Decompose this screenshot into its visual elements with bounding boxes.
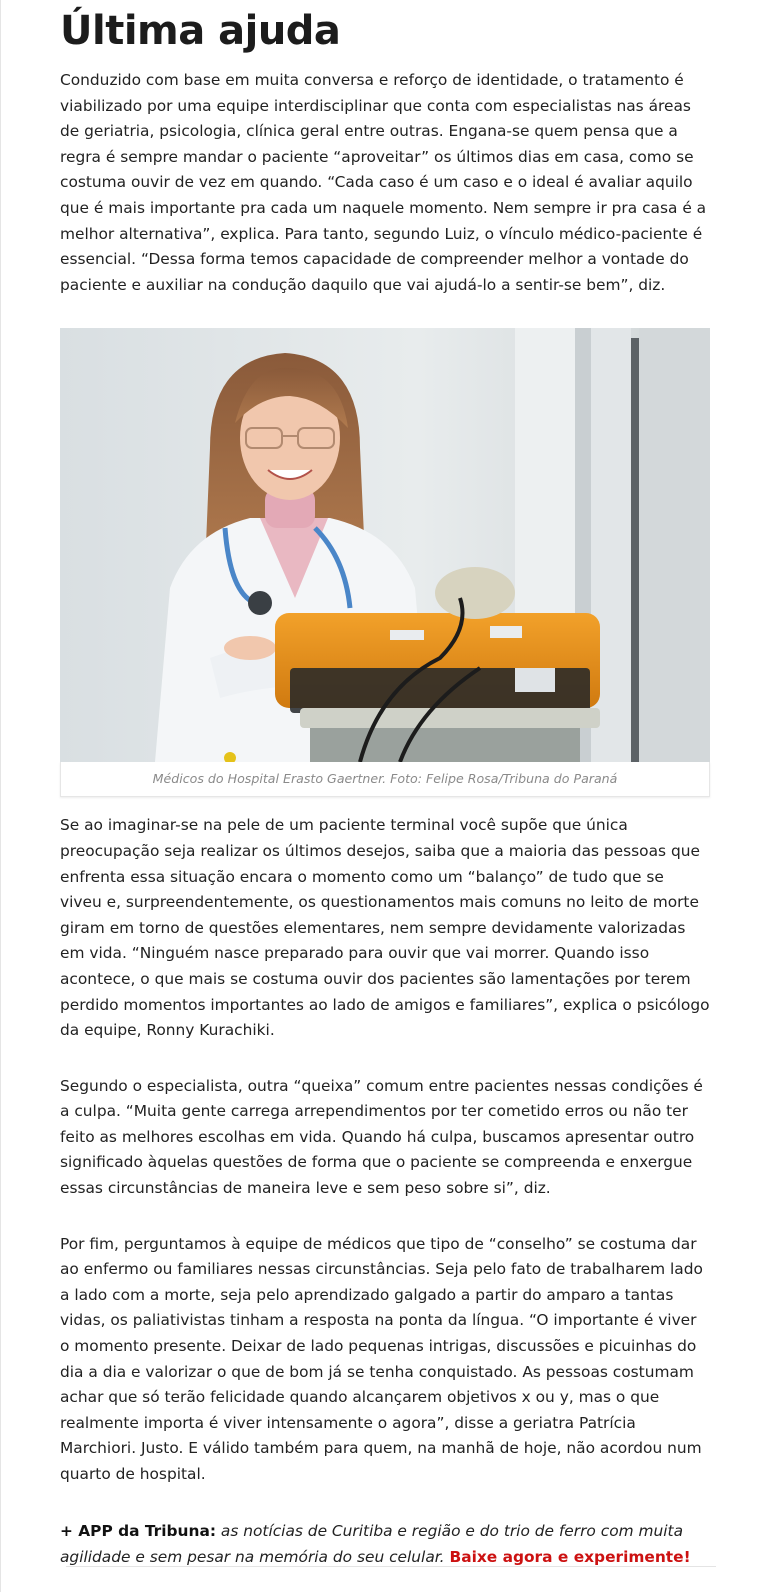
article-figure xyxy=(60,328,710,797)
app-promo xyxy=(60,1518,710,1570)
paragraph-1: Se ao imaginar-se na pele de um paciente terminal você supõe que única preocupação seja realizar os últimos desejos, saiba que a maioria das pessoas que enfrenta essa situação encara o momento como um “balanço” de tudo que se viveu e, surpreendentemente, os questionamentos mais comuns no leito de morte giram em torno de questões elementares, nem sempre devidamente valorizadas em vida. “Ninguém nasce preparado para ouvir que vai morrer. Quando isso acontece, o que mais se costuma ouvir dos pacientes são lamentações por terem perdido momentos importantes ao lado de amigos e familiares”, explica o psicólogo da equipe, Ronny Kurachiki. xyxy=(60,816,710,1040)
intro-paragraph: Conduzido com base em muita conversa e reforço de identidade, o tratamento é viabilizado por uma equipe interdisciplinar que conta com especialistas nas áreas de geriatria, psicologia, clínica geral entre outras. Engana-se quem pensa que a regra é sempre mandar o paciente “aproveitar” os últimos dias em casa, como se costuma ouvir de vez em quando. “Cada caso é um caso e o ideal é avaliar aquilo que é mais importante pra cada um naquele momento. Nem sempre ir pra casa é a melhor alternativa”, explica. Para tanto, segundo Luiz, o vínculo médico-paciente é essencial. “Dessa forma temos capacidade de compreender melhor a vontade do paciente e auxiliar na condução daquilo que vai ajudá-lo a sentir-se bem”, diz. xyxy=(60,71,707,294)
bottom-divider xyxy=(66,1566,716,1567)
article-body xyxy=(60,0,710,1585)
promo-text: as notícias de Curitiba e região e do trio de ferro com muita agilidade e sem pesar na memória do seu celular. xyxy=(60,1521,683,1566)
promo-label: + APP da Tribuna: xyxy=(60,1521,216,1540)
page-left-border xyxy=(0,0,1,1592)
doctor-photo[interactable] xyxy=(60,328,710,762)
paragraph-2: Segundo o especialista, outra “queixa” comum entre pacientes nessas condições é a culpa. “Muita gente carrega arrependimentos por ter cometido erros ou não ter feito as melhores escolhas em vida. Quando há culpa, buscamos apresentar outro significado àquelas questões de forma que o paciente se compreenda e enxergue essas circunstâncias de maneira leve e sem peso sobre si”, diz. xyxy=(60,1076,703,1198)
section-title: Última ajuda xyxy=(60,8,341,54)
paragraph-3: Por fim, perguntamos à equipe de médicos que tipo de “conselho” se costuma dar ao enfermo ou familiares nessas circunstâncias. Seja pelo fato de trabalharem lado a lado com a morte, seja pelo aprendizado galgado a partir do amparo a tantas vidas, os paliativistas tinham a resposta na ponta da língua. “O importante é viver o momento presente. Deixar de lado pequenas intrigas, discussões e picuinhas do dia a dia e valorizar o que de bom já se tenha conquistado. As pessoas costumam achar que só terão felicidade quando alcançarem objetivos x ou y, mas o que realmente importa é viver intensamente o agora”, disse a geriatra Patrícia Marchiori. Justo. E válido também para quem, na manhã de hoje, não acordou num quarto de hospital. xyxy=(60,1234,703,1483)
photo-caption: Médicos do Hospital Erasto Gaertner. Foto: Felipe Rosa/Tribuna do Paraná xyxy=(60,762,710,797)
download-app-link[interactable]: Baixe agora e experimente! xyxy=(449,1547,691,1566)
